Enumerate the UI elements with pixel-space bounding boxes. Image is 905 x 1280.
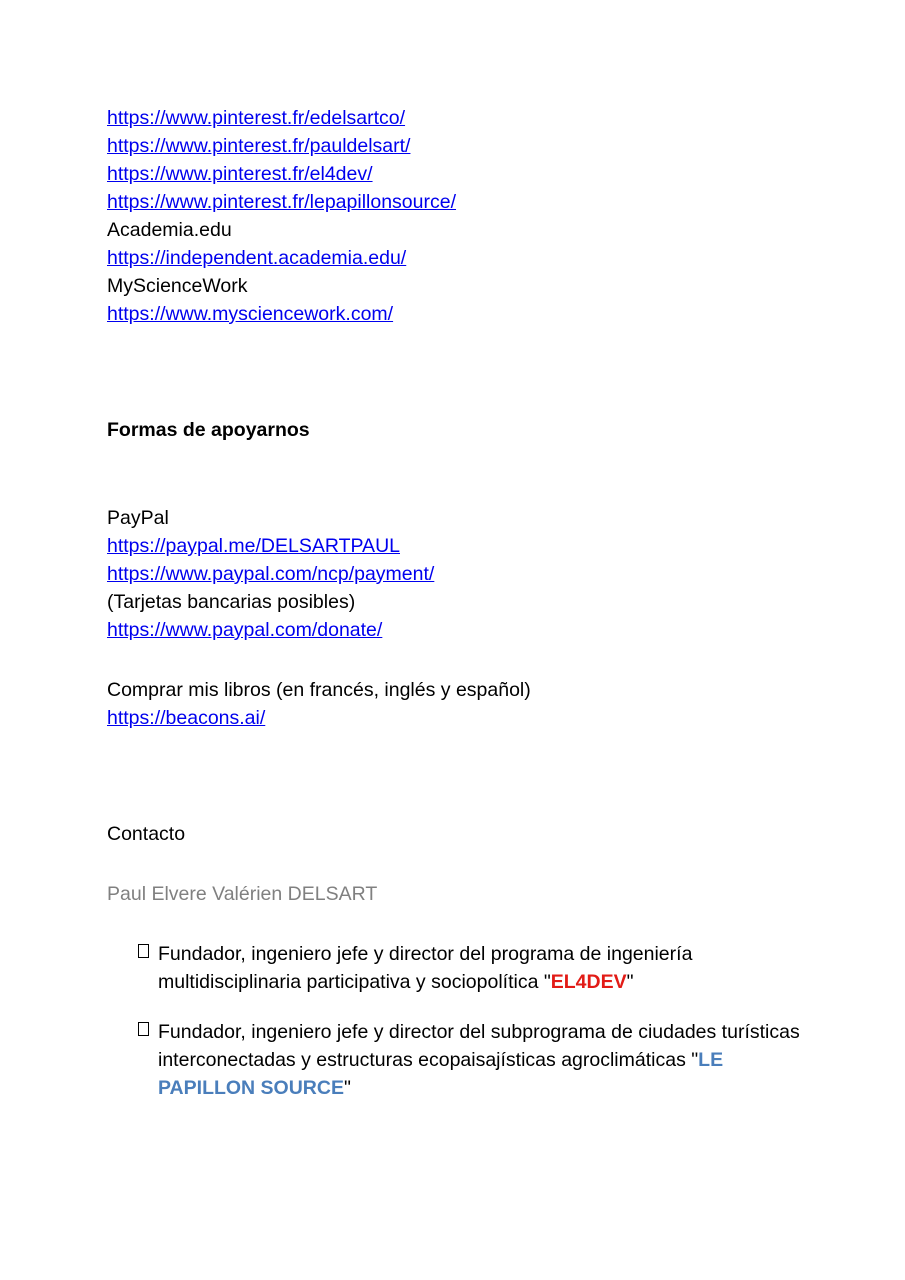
role-text: Fundador, ingeniero jefe y director del programa de ingeniería multidisciplinaria participativa y sociopolítica " (158, 943, 693, 993)
spacer-after-paypal (107, 644, 807, 676)
roles-list (107, 940, 807, 1102)
spacer-after-social-links (107, 328, 807, 416)
square-bullet-icon (138, 944, 149, 958)
spacer-before-contacto (107, 732, 807, 820)
note-tarjetas-bancarias: (Tarjetas bancarias posibles) (107, 591, 356, 613)
role-text-after: " (626, 971, 634, 993)
label-paypal: PayPal (107, 507, 169, 529)
link-mysciencework[interactable]: https://www.mysciencework.com/ (107, 303, 394, 325)
social-links-block (107, 104, 807, 328)
link-pinterest-lepapillonsource[interactable]: https://www.pinterest.fr/lepapillonsource/ (107, 191, 457, 213)
label-mysciencework: MyScienceWork (107, 275, 248, 297)
list-item (107, 940, 807, 996)
role-text-after: " (343, 1077, 351, 1099)
link-beacons-ai[interactable]: https://beacons.ai/ (107, 707, 266, 729)
paypal-block (107, 504, 807, 644)
square-bullet-icon (138, 1022, 149, 1036)
document-body (107, 104, 807, 1102)
spacer-after-support-heading (107, 444, 807, 504)
heading-formas-de-apoyarnos: Formas de apoyarnos (107, 419, 310, 441)
list-item (107, 1018, 807, 1102)
heading-contacto: Contacto (107, 823, 186, 845)
books-block (107, 676, 807, 732)
link-pinterest-el4dev[interactable]: https://www.pinterest.fr/el4dev/ (107, 163, 373, 185)
role-text: Fundador, ingeniero jefe y director del subprograma de ciudades turísticas interconectadas y estructuras ecopaisajísticas agroclimáticas " (158, 1021, 800, 1071)
label-academia-edu: Academia.edu (107, 219, 232, 241)
link-independent-academia[interactable]: https://independent.academia.edu/ (107, 247, 407, 269)
link-paypal-me[interactable]: https://paypal.me/DELSARTPAUL (107, 535, 400, 557)
author-name: Paul Elvere Valérien DELSART (107, 883, 378, 905)
label-comprar-mis-libros: Comprar mis libros (en francés, inglés y español) (107, 679, 531, 701)
link-paypal-donate[interactable]: https://www.paypal.com/donate/ (107, 619, 383, 641)
brand-el4dev: EL4DEV (550, 971, 627, 993)
spacer-before-roles (107, 908, 807, 940)
link-paypal-ncp-payment[interactable]: https://www.paypal.com/ncp/payment/ (107, 563, 435, 585)
spacer-after-contacto (107, 848, 807, 880)
brand-le-papillon-source: LE PAPILLON SOURCE (158, 1049, 724, 1099)
link-pinterest-edelsartco[interactable]: https://www.pinterest.fr/edelsartco/ (107, 107, 406, 129)
link-pinterest-pauldelsart[interactable]: https://www.pinterest.fr/pauldelsart/ (107, 135, 411, 157)
